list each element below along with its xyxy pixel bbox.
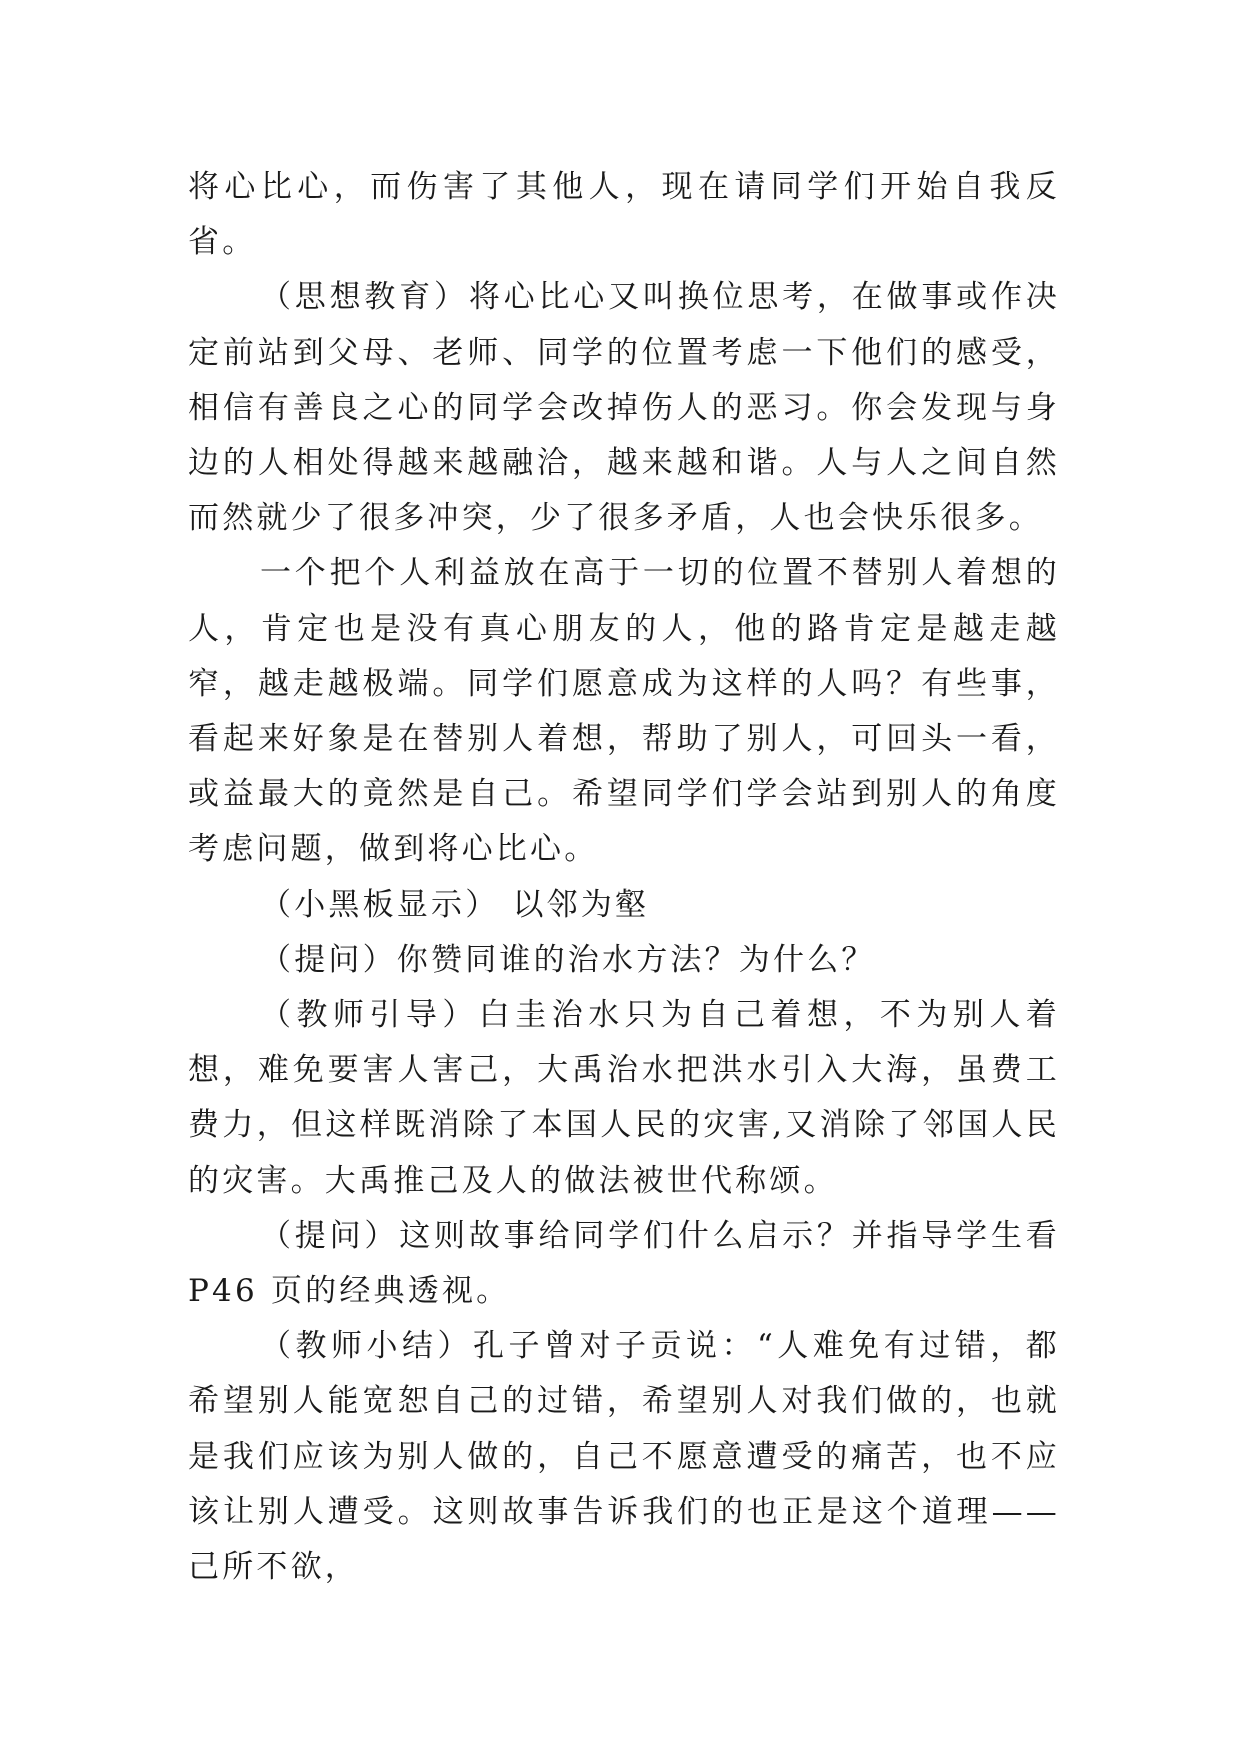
paragraph-teacher-guide: （教师引导）白圭治水只为自己着想，不为别人着想，难免要害人害己，大禹治水把洪水引入大海，虽费工费力，但这样既消除了本国人民的灾害,又消除了邻国人民的灾害。大禹推己及人的做法被世代称颂。 bbox=[188, 997, 1060, 1199]
paragraph-blackboard: （小黑板显示） 以邻为壑 bbox=[260, 886, 650, 923]
paragraph-question-method: （提问）你赞同谁的治水方法？为什么？ bbox=[260, 941, 876, 978]
paragraph-question-insight: （提问）这则故事给同学们什么启示？并指导学生看P46 页的经典透视。 bbox=[188, 1217, 1060, 1310]
paragraph-continuation: 将心比心，而伤害了其他人，现在请同学们开始自我反省。 bbox=[188, 169, 1060, 261]
paragraph-thought-education: （思想教育）将心比心又叫换位思考，在做事或作决定前站到父母、老师、同学的位置考虑一下他们的感受，相信有善良之心的同学会改掉伤人的恶习。你会发现与身边的人相处得越来越融洽，越来越和谐。人与人之间自然而然就少了很多冲突，少了很多矛盾，人也会快乐很多。 bbox=[188, 279, 1060, 537]
paragraph-teacher-summary: （教师小结）孔子曾对子贡说：“人难免有过错，都希望别人能宽恕自己的过错，希望别人对我们做的，也就是我们应该为别人做的，自己不愿意遭受的痛苦，也不应该让别人遭受。这则故事告诉我们的也正是这个道理——己所不欲， bbox=[188, 1328, 1060, 1586]
body-text bbox=[188, 160, 1060, 1595]
paragraph-self-interest: 一个把个人利益放在高于一切的位置不替别人着想的人，肯定也是没有真心朋友的人，他的路肯定是越走越窄，越走越极端。同学们愿意成为这样的人吗？有些事，看起来好象是在替别人着想，帮助了别人，可回头一看，或益最大的竟然是自己。希望同学们学会站到别人的角度考虑问题，做到将心比心。 bbox=[188, 555, 1060, 868]
